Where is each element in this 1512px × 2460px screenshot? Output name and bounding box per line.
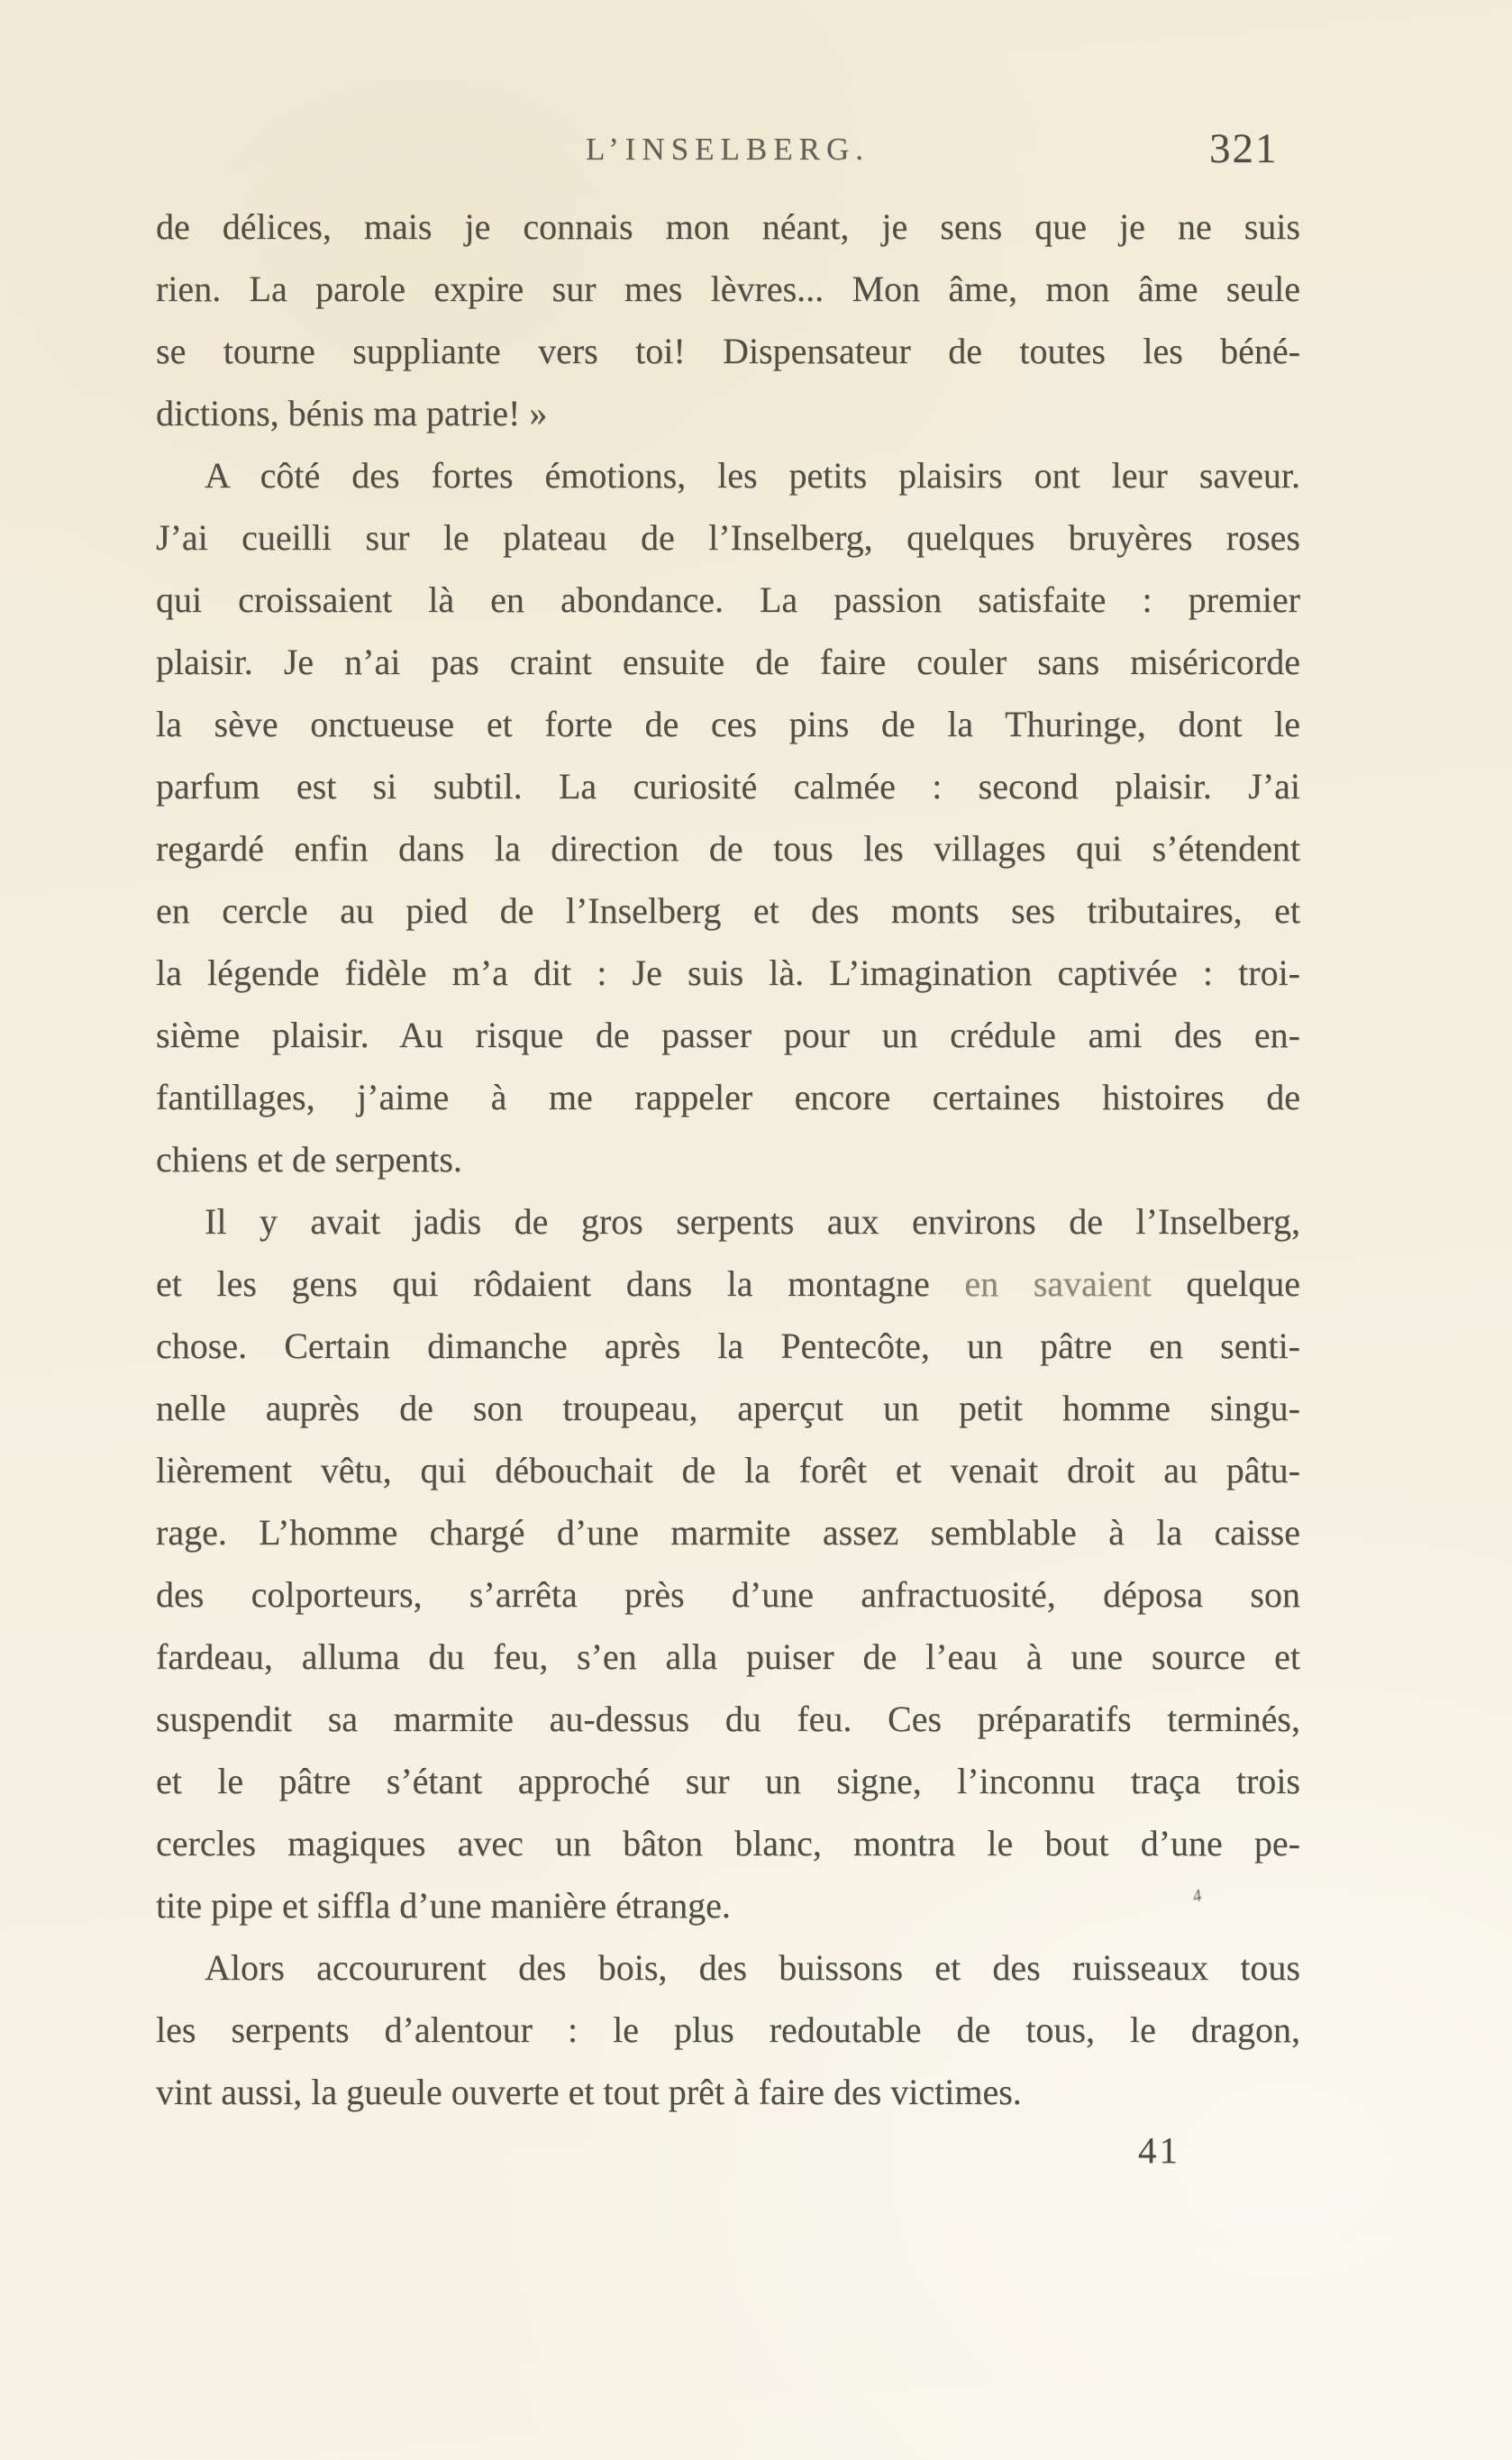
ink-speck: 4	[1190, 1886, 1204, 1907]
text-line: J’ai cueilli sur le plateau de l’Inselberg, quelques bruyères roses	[156, 517, 1300, 558]
text-line: des colporteurs, s’arrêta près d’une anfractuosité, déposa son	[156, 1574, 1300, 1615]
text-line: la légende fidèle m’a dit : Je suis là. L’imagination captivée : troi-	[156, 952, 1300, 993]
text-line: rage. L’homme chargé d’une marmite assez semblable à la caisse	[156, 1512, 1300, 1553]
text-line: chose. Certain dimanche après la Pentecôte, un pâtre en senti-	[156, 1326, 1300, 1366]
text-line: tite pipe et siffla d’une manière étrange.	[156, 1885, 731, 1926]
text-line: les serpents d’alentour : le plus redoutable de tous, le dragon,	[156, 2009, 1300, 2050]
text-line: Il y avait jadis de gros serpents aux environs de l’Inselberg,	[205, 1201, 1300, 1242]
text-line: nelle auprès de son troupeau, aperçut un petit homme singu-	[156, 1388, 1300, 1428]
text-line: parfum est si subtil. La curiosité calmée : second plaisir. J’ai	[156, 766, 1300, 806]
text-line: en cercle au pied de l’Inselberg et des monts ses tributaires, et	[156, 890, 1300, 931]
text-line: rien. La parole expire sur mes lèvres... Mon âme, mon âme seule	[156, 269, 1300, 309]
text-line: A côté des fortes émotions, les petits plaisirs ont leur saveur.	[205, 455, 1300, 496]
running-head-title: L’INSELBERG.	[585, 132, 870, 167]
text-line: et les gens qui rôdaient dans la montagne en savaient quelque	[156, 1263, 1301, 1304]
text-line: fardeau, alluma du feu, s’en alla puiser de l’eau à une source et	[156, 1636, 1300, 1677]
text-line: regardé enfin dans la direction de tous les villages qui s’étendent	[156, 828, 1300, 869]
signature-mark: 41	[1138, 2129, 1180, 2171]
faded-ink-text: en savaient	[964, 1263, 1152, 1304]
text-line: chiens et de serpents.	[156, 1139, 462, 1180]
text-line: dictions, bénis ma patrie! »	[156, 393, 548, 433]
text-line: vint aussi, la gueule ouverte et tout prêt à faire des victimes.	[156, 2072, 1022, 2112]
page-number: 321	[1209, 125, 1279, 172]
text-line: sième plaisir. Au risque de passer pour un crédule ami des en-	[156, 1015, 1300, 1055]
text-line: Alors accoururent des bois, des buissons et des ruisseaux tous	[205, 1947, 1300, 1988]
text-line: qui croissaient là en abondance. La passion satisfaite : premier	[156, 579, 1300, 620]
text-line: et le pâtre s’étant approché sur un signe, l’inconnu traça trois	[156, 1761, 1300, 1801]
text-line: se tourne suppliante vers toi! Dispensateur de toutes les béné-	[156, 331, 1300, 371]
text-line: suspendit sa marmite au-dessus du feu. Ces préparatifs terminés,	[156, 1699, 1300, 1739]
text-line: cercles magiques avec un bâton blanc, montra le bout d’une pe-	[156, 1823, 1300, 1863]
text-line: de délices, mais je connais mon néant, je sens que je ne suis	[156, 206, 1300, 247]
text-line: plaisir. Je n’ai pas craint ensuite de faire couler sans miséricorde	[156, 642, 1300, 682]
text-line: lièrement vêtu, qui débouchait de la forêt et venait droit au pâtu-	[156, 1450, 1300, 1490]
text-line: fantillages, j’aime à me rappeler encore certaines histoires de	[156, 1077, 1300, 1117]
page-text	[156, 196, 1300, 2123]
text-line: la sève onctueuse et forte de ces pins de la Thuringe, dont le	[156, 704, 1300, 744]
